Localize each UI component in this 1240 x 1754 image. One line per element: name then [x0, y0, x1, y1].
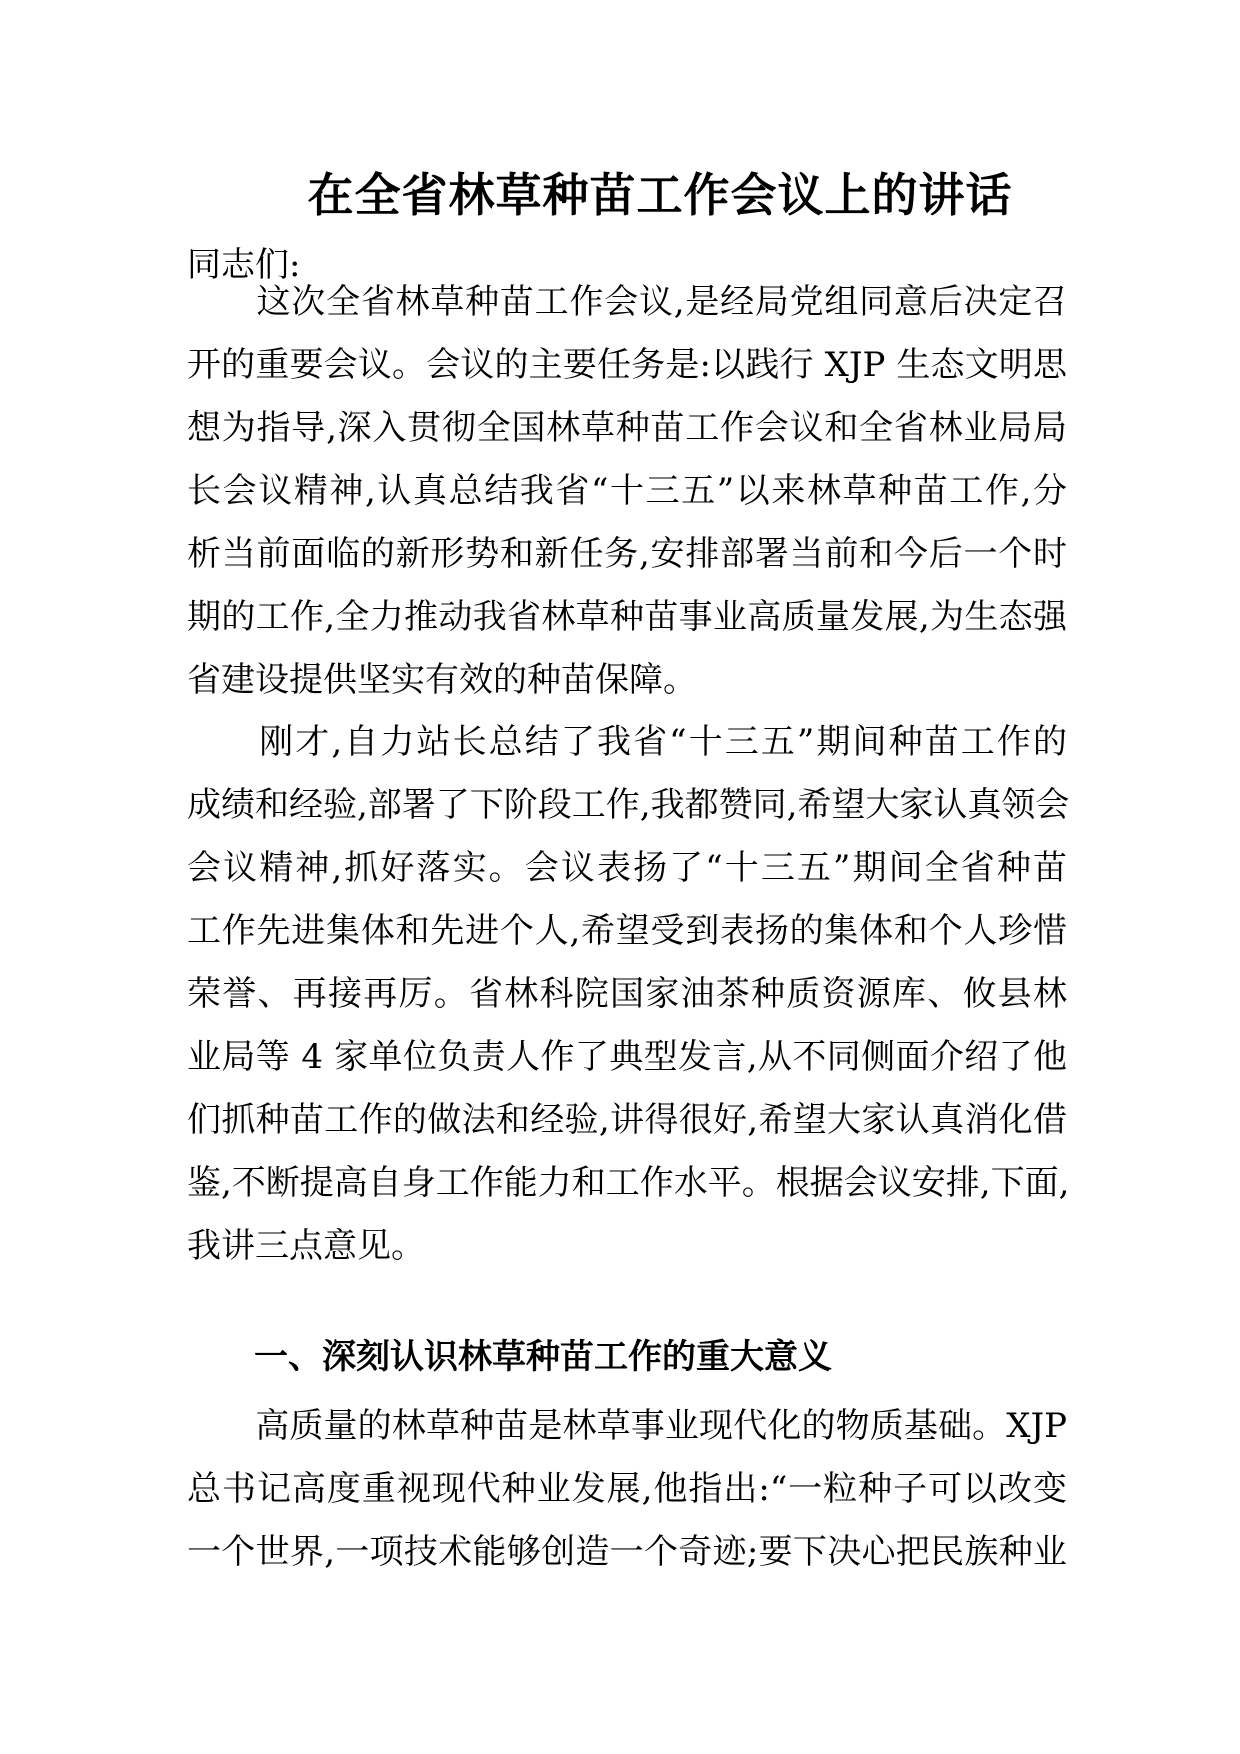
paragraph-line: 想为指导,深入贯彻全国林草种苗工作会议和全省林业局局	[187, 408, 1067, 448]
paragraph-line: 业局等 4 家单位负责人作了典型发言,从不同侧面介绍了他	[187, 1037, 1067, 1077]
paragraph-1	[187, 271, 1067, 712]
paragraph-line: 长会议精神,认真总结我省“十三五”以来林草种苗工作,分	[187, 471, 1067, 511]
paragraph-line: 刚才,自力站长总结了我省“十三五”期间种苗工作的	[187, 722, 1067, 762]
paragraph-line: 一个世界,一项技术能够创造一个奇迹;要下决心把民族种业	[187, 1532, 1067, 1572]
paragraph-line: 鉴,不断提高自身工作能力和工作水平。根据会议安排,下面,	[187, 1163, 1070, 1203]
paragraph-line: 高质量的林草种苗是林草事业现代化的物质基础。XJP	[187, 1406, 1067, 1446]
section-heading: 一、深刻认识林草种苗工作的重大意义	[254, 1337, 832, 1377]
paragraph-line: 工作先进集体和先进个人,希望受到表扬的集体和个人珍惜	[187, 911, 1067, 951]
paragraph-line: 们抓种苗工作的做法和经验,讲得很好,希望大家认真消化借	[187, 1100, 1067, 1140]
paragraph-3	[187, 1395, 1067, 1584]
paragraph-line: 总书记高度重视现代种业发展,他指出:“一粒种子可以改变	[187, 1469, 1067, 1509]
paragraph-line: 省建设提供坚实有效的种苗保障。	[187, 660, 697, 700]
document-title: 在全省林草种苗工作会议上的讲话	[307, 168, 1013, 222]
greeting: 同志们:	[187, 245, 301, 285]
paragraph-line: 这次全省林草种苗工作会议,是经局党组同意后决定召	[187, 282, 1067, 322]
paragraph-line: 成绩和经验,部署了下阶段工作,我都赞同,希望大家认真领会	[187, 785, 1070, 825]
paragraph-line: 会议精神,抓好落实。会议表扬了“十三五”期间全省种苗	[187, 848, 1067, 888]
paragraph-line: 析当前面临的新形势和新任务,安排部署当前和今后一个时	[187, 534, 1067, 574]
paragraph-line: 我讲三点意见。	[187, 1226, 425, 1266]
paragraph-2	[187, 711, 1070, 1278]
paragraph-line: 荣誉、再接再厉。省林科院国家油茶种质资源库、攸县林	[187, 974, 1067, 1014]
paragraph-line: 开的重要会议。会议的主要任务是:以践行 XJP 生态文明思	[187, 345, 1067, 385]
paragraph-line: 期的工作,全力推动我省林草种苗事业高质量发展,为生态强	[187, 597, 1067, 637]
